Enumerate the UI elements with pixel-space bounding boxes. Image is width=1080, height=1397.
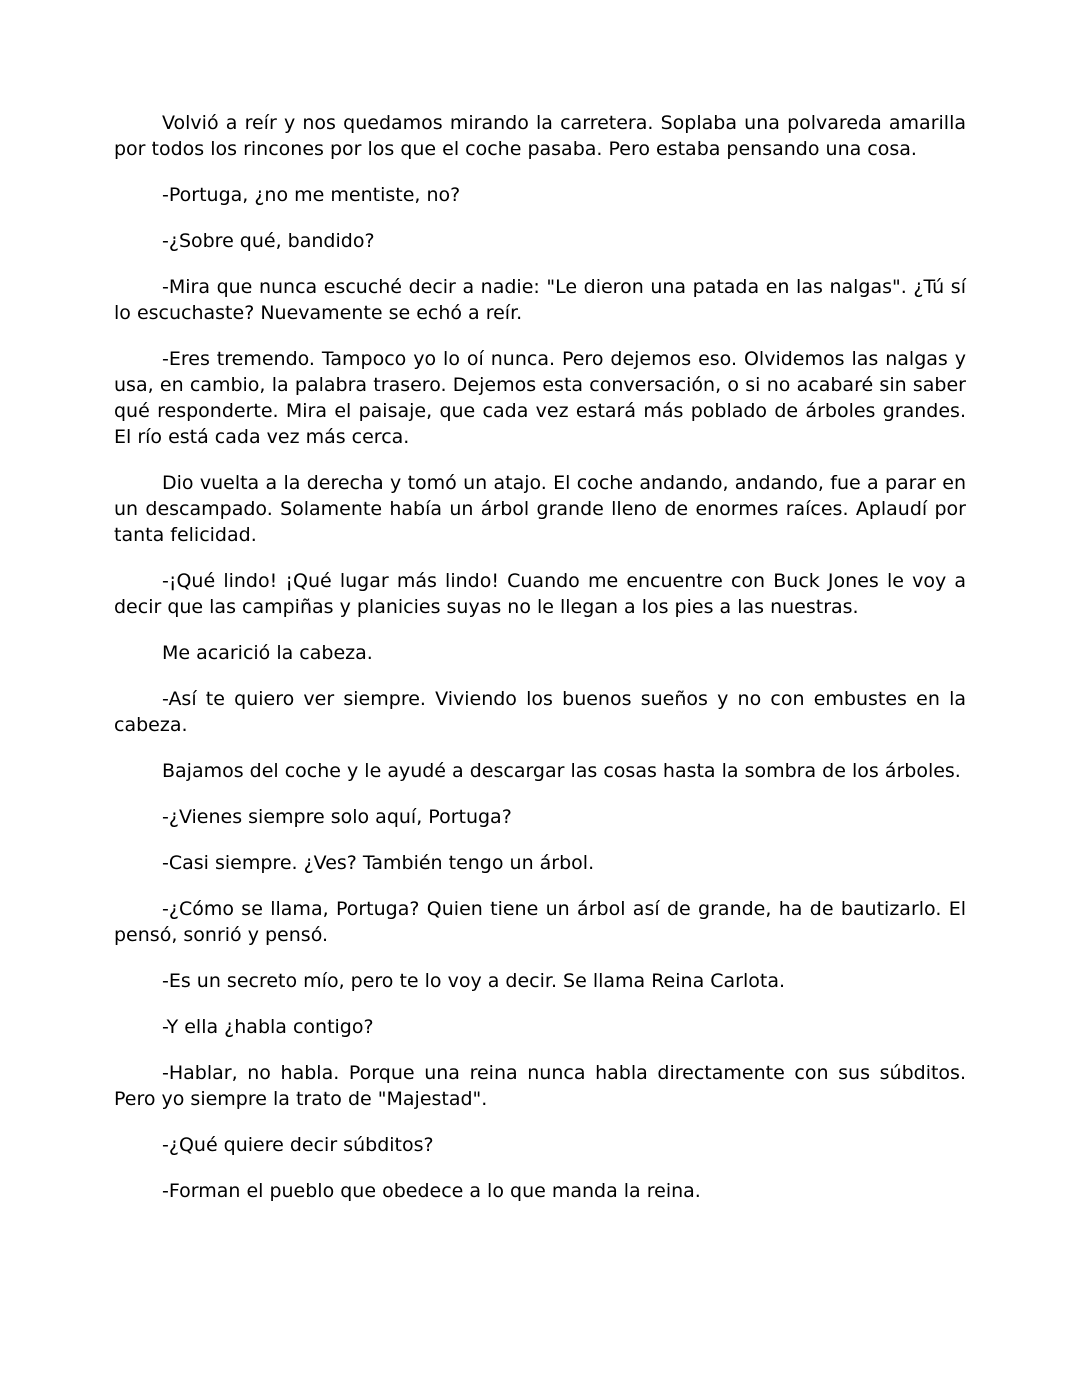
paragraph: -Hablar, no habla. Porque una reina nunca habla directamente con sus súbditos. Pero yo siempre la trato de "Majestad".	[114, 1062, 966, 1110]
paragraph: -Eres tremendo. Tampoco yo lo oí nunca. Pero dejemos eso. Olvidemos las nalgas y usa, en cambio, la palabra trasero. Dejemos esta conversación, o si no acabaré sin saber qué responderte. Mira el paisaje, que cada vez estará más poblado de árboles grandes. El río está cada vez más cerca.	[114, 348, 966, 448]
paragraph: -Así te quiero ver siempre. Viviendo los buenos sueños y no con embustes en la cabeza.	[114, 688, 966, 736]
paragraph: -Es un secreto mío, pero te lo voy a decir. Se llama Reina Carlota.	[162, 970, 786, 992]
paragraph: -¿Sobre qué, bandido?	[162, 230, 375, 252]
paragraph: -Casi siempre. ¿Ves? También tengo un árbol.	[162, 852, 595, 874]
text-content	[114, 110, 966, 1204]
paragraph: Me acarició la cabeza.	[162, 642, 373, 664]
paragraph: -Mira que nunca escuché decir a nadie: "Le dieron una patada en las nalgas". ¿Tú sí lo escuchaste? Nuevamente se echó a reír.	[114, 276, 966, 324]
paragraph: -Portuga, ¿no me mentiste, no?	[162, 184, 461, 206]
paragraph: -¿Cómo se llama, Portuga? Quien tiene un árbol así de grande, ha de bautizarlo. El pensó, sonrió y pensó.	[114, 898, 966, 946]
paragraph: -¿Vienes siempre solo aquí, Portuga?	[162, 806, 512, 828]
paragraph: -Forman el pueblo que obedece a lo que manda la reina.	[162, 1180, 701, 1202]
paragraph: Dio vuelta a la derecha y tomó un atajo. El coche andando, andando, fue a parar en un descampado. Solamente había un árbol grande lleno de enormes raíces. Aplaudí por tanta felicidad.	[114, 472, 966, 546]
paragraph: -¡Qué lindo! ¡Qué lugar más lindo! Cuando me encuentre con Buck Jones le voy a decir que las campiñas y planicies suyas no le llegan a los pies a las nuestras.	[114, 570, 966, 618]
paragraph: -¿Qué quiere decir súbditos?	[162, 1134, 434, 1156]
paragraph: -Y ella ¿habla contigo?	[162, 1016, 374, 1038]
paragraph: Bajamos del coche y le ayudé a descargar las cosas hasta la sombra de los árboles.	[162, 760, 961, 782]
paragraph: Volvió a reír y nos quedamos mirando la carretera. Soplaba una polvareda amarilla por todos los rincones por los que el coche pasaba. Pero estaba pensando una cosa.	[114, 112, 966, 160]
